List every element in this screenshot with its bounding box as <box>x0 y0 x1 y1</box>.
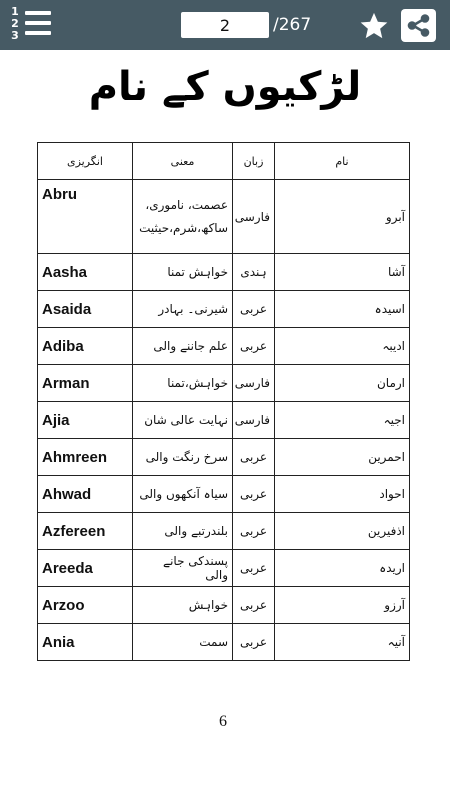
table-row <box>38 365 410 402</box>
cell-language: عربی <box>233 328 275 365</box>
cell-english: Aasha <box>38 254 133 291</box>
cell-english: Asaida <box>38 291 133 328</box>
cell-name: آشا <box>275 254 410 291</box>
header-meaning: معنی <box>133 143 233 180</box>
cell-english: Adiba <box>38 328 133 365</box>
table-row <box>38 180 410 254</box>
cell-meaning: خواہش،تمنا <box>133 365 233 402</box>
cell-meaning: بلندرتبے والی <box>133 513 233 550</box>
cell-name: اجیہ <box>275 402 410 439</box>
menu-line <box>25 21 51 25</box>
cell-language: فارسی <box>233 180 275 254</box>
cell-english: Ahmreen <box>38 439 133 476</box>
menu-line <box>25 11 51 15</box>
page-title: لڑکیوں کے نام <box>88 64 362 110</box>
toolbar <box>0 0 450 50</box>
cell-english: Arman <box>38 365 133 402</box>
header-name: نام <box>275 143 410 180</box>
cell-english: Azfereen <box>38 513 133 550</box>
cell-english: Arzoo <box>38 587 133 624</box>
cell-language: عربی <box>233 587 275 624</box>
table-row <box>38 550 410 587</box>
numbered-list-icon[interactable] <box>8 6 52 44</box>
cell-name: اریدہ <box>275 550 410 587</box>
cell-english: Ahwad <box>38 476 133 513</box>
document-page <box>0 50 450 800</box>
cell-language: ہندی <box>233 254 275 291</box>
table-row <box>38 476 410 513</box>
table-header-row <box>38 143 410 180</box>
cell-meaning: شیرنی۔ بہادر <box>133 291 233 328</box>
menu-line <box>25 31 51 35</box>
menu-number-3: 3 <box>11 29 19 42</box>
cell-language: عربی <box>233 624 275 661</box>
cell-english: Areeda <box>38 550 133 587</box>
table-row <box>38 624 410 661</box>
cell-name: ادیبہ <box>275 328 410 365</box>
cell-english: Ania <box>38 624 133 661</box>
cell-meaning: سرخ رنگت والی <box>133 439 233 476</box>
cell-english: Abru <box>38 180 133 254</box>
cell-english: Ajia <box>38 402 133 439</box>
cell-language: عربی <box>233 439 275 476</box>
table-row <box>38 439 410 476</box>
star-icon[interactable] <box>358 10 390 42</box>
cell-name: آبرو <box>275 180 410 254</box>
header-english: انگریزی <box>38 143 133 180</box>
cell-name: اذفیرین <box>275 513 410 550</box>
cell-name: اسیدہ <box>275 291 410 328</box>
table-row <box>38 328 410 365</box>
cell-meaning: نہایت عالی شان <box>133 402 233 439</box>
cell-language: عربی <box>233 513 275 550</box>
table-row <box>38 254 410 291</box>
page-total: /267 <box>273 15 312 35</box>
share-icon[interactable] <box>401 9 436 42</box>
cell-name: آرزو <box>275 587 410 624</box>
cell-language: عربی <box>233 550 275 587</box>
table-row <box>38 402 410 439</box>
cell-name: ارمان <box>275 365 410 402</box>
cell-language: عربی <box>233 476 275 513</box>
cell-meaning: پسندکی جانے والی <box>133 550 233 587</box>
cell-language: فارسی <box>233 365 275 402</box>
page-number-input[interactable] <box>181 12 269 38</box>
cell-meaning: خواہش تمنا <box>133 254 233 291</box>
cell-meaning: سمت <box>133 624 233 661</box>
cell-language: فارسی <box>233 402 275 439</box>
table-row <box>38 513 410 550</box>
menu-numbers <box>8 6 22 42</box>
menu-lines <box>25 11 51 41</box>
menu-number-1: 1 <box>11 5 19 18</box>
names-table <box>37 142 410 661</box>
cell-meaning: علم جاننے والی <box>133 328 233 365</box>
page-number: 6 <box>219 713 227 730</box>
cell-name: آنیہ <box>275 624 410 661</box>
cell-meaning: عصمت، ناموری، ساکھ،شرم،حیثیت <box>133 180 233 254</box>
table-row <box>38 291 410 328</box>
cell-name: احواد <box>275 476 410 513</box>
cell-name: احمرین <box>275 439 410 476</box>
cell-meaning: خواہش <box>133 587 233 624</box>
menu-number-2: 2 <box>11 17 19 30</box>
header-language: زبان <box>233 143 275 180</box>
cell-language: عربی <box>233 291 275 328</box>
table-row <box>38 587 410 624</box>
cell-meaning: سیاہ آنکھوں والی <box>133 476 233 513</box>
